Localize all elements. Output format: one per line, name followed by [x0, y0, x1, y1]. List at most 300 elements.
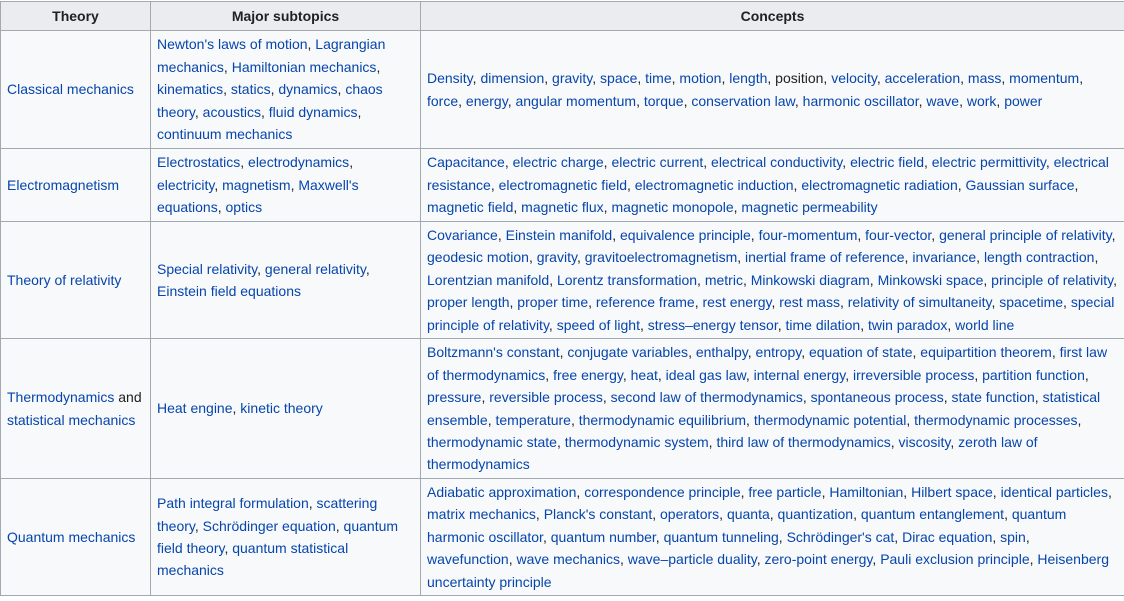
link-operators[interactable]: operators	[660, 506, 720, 523]
text-separator: ,	[918, 92, 927, 109]
text-separator: and	[114, 389, 142, 406]
text-separator: ,	[290, 176, 299, 193]
link-general-principle-of-relativity[interactable]: general principle of relativity	[939, 226, 1112, 243]
text-separator: ,	[869, 271, 878, 288]
text-separator: ,	[708, 433, 717, 450]
link-quantum-tunneling[interactable]: quantum tunneling	[663, 528, 779, 545]
text-separator: ,	[194, 517, 203, 534]
link-electromagnetism[interactable]: Electromagnetism	[7, 176, 120, 193]
link-velocity[interactable]: velocity	[831, 70, 877, 87]
link-enthalpy[interactable]: enthalpy	[695, 344, 748, 361]
link-space[interactable]: space	[600, 70, 638, 87]
link-schrodinger-equation[interactable]: Schrödinger equation	[202, 517, 336, 534]
link-gravitoelectromagnetism[interactable]: gravitoelectromagnetism	[584, 249, 738, 266]
table-row	[1, 222, 1124, 339]
link-minkowski-diagram[interactable]: Minkowski diagram	[750, 271, 870, 288]
link-motion[interactable]: motion	[679, 70, 722, 87]
theory-cell	[1, 479, 151, 596]
text-separator: ,	[1001, 70, 1010, 87]
text-separator: ,	[194, 103, 203, 120]
text-separator: ,	[778, 528, 787, 545]
link-path-integral-formulation[interactable]: Path integral formulation	[157, 495, 309, 512]
link-ideal-gas-law[interactable]: ideal gas law	[665, 366, 746, 383]
subtopics-cell	[151, 222, 421, 339]
link-adiabatic-approximation[interactable]: Adiabatic approximation	[427, 483, 577, 500]
link-acceleration[interactable]: acceleration	[884, 70, 961, 87]
text-separator: ,	[337, 81, 346, 98]
text-separator: ,	[508, 551, 517, 568]
text-separator: ,	[549, 271, 557, 288]
link-time[interactable]: time	[645, 70, 672, 87]
link-quantization[interactable]: quantization	[777, 506, 854, 523]
text-separator: ,	[983, 271, 992, 288]
link-internal-energy[interactable]: internal energy	[753, 366, 846, 383]
link-irreversible-process[interactable]: irreversible process	[852, 366, 975, 383]
text-separator: ,	[223, 81, 231, 98]
link-temperature[interactable]: temperature	[495, 411, 571, 428]
text-separator: ,	[545, 366, 554, 383]
link-mass[interactable]: mass	[967, 70, 1002, 87]
link-electric-permittivity[interactable]: electric permittivity	[931, 154, 1046, 171]
link-electrostatics[interactable]: Electrostatics	[157, 154, 241, 171]
text-separator: ,	[214, 176, 223, 193]
link-electric-charge[interactable]: electric charge	[512, 154, 604, 171]
link-chaos-theory[interactable]: chaos theory	[157, 81, 383, 120]
link-power[interactable]: power	[1004, 92, 1043, 109]
text-separator: ,	[481, 389, 490, 406]
physics-theories-table	[0, 1, 1124, 596]
text-separator: ,	[737, 249, 746, 266]
text-separator: ,	[602, 389, 611, 406]
link-quantum-field-theory[interactable]: quantum field theory	[157, 517, 399, 556]
link-heat-engine[interactable]: Heat engine	[157, 400, 233, 417]
link-proper-length[interactable]: proper length	[427, 294, 510, 311]
text-separator: ,	[750, 226, 759, 243]
text-separator: ,	[637, 70, 646, 87]
text-separator: ,	[719, 506, 727, 523]
text-separator: ,	[657, 366, 666, 383]
text-separator: ,	[1079, 70, 1084, 87]
text-separator: ,	[223, 58, 232, 75]
link-conservation-law[interactable]: conservation law	[691, 92, 795, 109]
link-electrodynamics[interactable]: electrodynamics	[248, 154, 350, 171]
link-spin[interactable]: spin	[1000, 528, 1026, 545]
link-kinetic-theory[interactable]: kinetic theory	[240, 400, 323, 417]
concepts-cell	[421, 339, 1124, 479]
link-electromagnetic-field[interactable]: electromagnetic field	[498, 176, 627, 193]
table-row	[1, 149, 1124, 222]
link-proper-time[interactable]: proper time	[517, 294, 589, 311]
text-separator: ,	[842, 154, 851, 171]
link-entropy[interactable]: entropy	[755, 344, 802, 361]
link-second-law-of-thermodynamics[interactable]: second law of thermodynamics	[610, 389, 803, 406]
link-dimension[interactable]: dimension	[480, 70, 545, 87]
link-quantum-harmonic-oscillator[interactable]: quantum harmonic oscillator	[427, 506, 1067, 545]
link-classical-mechanics[interactable]: Classical mechanics	[7, 81, 134, 98]
link-conjugate-variables[interactable]: conjugate variables	[567, 344, 689, 361]
link-relativity-of-simultaneity[interactable]: relativity of simultaneity	[847, 294, 992, 311]
text-separator: ,	[507, 92, 516, 109]
link-wave-particle-duality[interactable]: wave–particle duality	[627, 551, 757, 568]
text-separator: ,	[270, 81, 279, 98]
link-schrodinger-s-cat[interactable]: Schrödinger's cat	[786, 528, 895, 545]
link-hamiltonian[interactable]: Hamiltonian	[829, 483, 904, 500]
text-separator: ,	[603, 199, 612, 216]
link-special-principle-of-relativity[interactable]: special principle of relativity	[427, 294, 1115, 333]
link-fluid-dynamics[interactable]: fluid dynamics	[268, 103, 358, 120]
text-separator: ,	[548, 316, 557, 333]
link-dirac-equation[interactable]: Dirac equation	[902, 528, 993, 545]
link-statistical-ensemble[interactable]: statistical ensemble	[427, 389, 1101, 428]
text-separator: ,	[487, 411, 496, 428]
text-separator: ,	[853, 506, 861, 523]
link-four-vector[interactable]: four-vector	[865, 226, 932, 243]
text-separator: ,	[771, 294, 780, 311]
link-capacitance[interactable]: Capacitance	[427, 154, 505, 171]
text-separator: ,	[588, 294, 596, 311]
text-separator: ,	[894, 528, 903, 545]
header-theory: Theory	[1, 2, 151, 31]
link-thermodynamic-processes[interactable]: thermodynamic processes	[914, 411, 1078, 428]
text-separator: ,	[688, 344, 696, 361]
link-boltzmann-s-constant[interactable]: Boltzmann's constant	[427, 344, 560, 361]
link-quantum-entanglement[interactable]: quantum entanglement	[860, 506, 1005, 523]
text-separator: ,	[652, 506, 660, 523]
text-separator: ,	[592, 70, 601, 87]
text-separator: ,	[793, 176, 802, 193]
link-thermodynamic-system[interactable]: thermodynamic system	[564, 433, 709, 450]
text-separator: ,	[535, 506, 544, 523]
link-equipartition-theorem[interactable]: equipartition theorem	[920, 344, 1052, 361]
text-separator: ,	[622, 366, 631, 383]
text-separator: ,	[542, 528, 551, 545]
text-separator: ,	[694, 294, 703, 311]
text-separator: ,	[376, 58, 381, 75]
link-heisenberg-uncertainty-principle[interactable]: Heisenberg uncertainty principle	[427, 551, 1109, 590]
text-separator: ,	[559, 344, 568, 361]
link-harmonic-oscillator[interactable]: harmonic oscillator	[802, 92, 919, 109]
text-separator: ,	[906, 411, 915, 428]
text-separator: ,	[504, 154, 513, 171]
text-separator: ,	[839, 294, 848, 311]
text-separator: ,	[992, 483, 1001, 500]
link-hamiltonian-mechanics[interactable]: Hamiltonian mechanics	[231, 58, 377, 75]
text-separator: ,	[740, 483, 749, 500]
link-wave-mechanics[interactable]: wave mechanics	[516, 551, 620, 568]
text-separator: ,	[257, 260, 265, 277]
header-major-subtopics: Major subtopics	[151, 2, 421, 31]
link-rest-mass[interactable]: rest mass	[779, 294, 840, 311]
link-quantum-mechanics[interactable]: Quantum mechanics	[7, 528, 136, 545]
text-separator: ,	[240, 154, 249, 171]
link-thermodynamic-state[interactable]: thermodynamic state	[427, 433, 557, 450]
link-statics[interactable]: statics	[230, 81, 271, 98]
link-torque[interactable]: torque	[643, 92, 684, 109]
link-spontaneous-process[interactable]: spontaneous process	[810, 389, 944, 406]
text-separator: ,	[1077, 411, 1082, 428]
link-lorentzian-manifold[interactable]: Lorentzian manifold	[427, 271, 550, 288]
link-wavefunction[interactable]: wavefunction	[427, 551, 509, 568]
text-separator: ,	[703, 154, 712, 171]
text-separator: ,	[224, 540, 233, 556]
link-magnetic-monopole[interactable]: magnetic monopole	[611, 199, 734, 216]
link-force[interactable]: force	[427, 92, 459, 109]
link-spacetime[interactable]: spacetime	[999, 294, 1064, 311]
link-quanta[interactable]: quanta	[726, 506, 770, 523]
table-row	[1, 31, 1124, 149]
link-matrix-mechanics[interactable]: matrix mechanics	[427, 506, 536, 523]
link-length-contraction[interactable]: length contraction	[983, 249, 1095, 266]
link-free-energy[interactable]: free energy	[553, 366, 623, 383]
link-time-dilation[interactable]: time dilation	[785, 316, 861, 333]
link-electric-current[interactable]: electric current	[611, 154, 704, 171]
link-thermodynamic-equilibrium[interactable]: thermodynamic equilibrium	[578, 411, 747, 428]
link-einstein-field-equations[interactable]: Einstein field equations	[157, 283, 301, 299]
text-separator: ,	[655, 528, 664, 545]
link-free-particle[interactable]: free particle	[748, 483, 822, 500]
text-separator: ,	[1074, 176, 1079, 193]
text-separator: ,	[960, 70, 968, 87]
text-separator: ,	[1063, 294, 1071, 311]
concepts-cell	[421, 31, 1124, 149]
text-separator: ,	[458, 92, 466, 109]
link-length[interactable]: length	[729, 70, 768, 87]
theory-cell	[1, 222, 151, 339]
link-rest-energy[interactable]: rest energy	[702, 294, 772, 311]
text-separator: ,	[639, 316, 648, 333]
link-invariance[interactable]: invariance	[912, 249, 977, 266]
text-separator: ,	[308, 495, 317, 512]
text-separator: ,	[1045, 154, 1054, 171]
link-state-function[interactable]: state function	[951, 389, 1035, 406]
link-theory-of-relativity[interactable]: Theory of relativity	[7, 271, 122, 288]
link-zero-point-energy[interactable]: zero-point energy	[764, 551, 873, 568]
link-pressure[interactable]: pressure	[427, 389, 482, 406]
link-stress-energy-tensor[interactable]: stress–energy tensor	[647, 316, 778, 333]
link-work[interactable]: work	[966, 92, 997, 109]
link-twin-paradox[interactable]: twin paradox	[868, 316, 948, 333]
link-hilbert-space[interactable]: Hilbert space	[911, 483, 993, 500]
link-density[interactable]: Density	[427, 70, 473, 87]
text-separator: ,	[697, 271, 705, 288]
link-gravity[interactable]: gravity	[536, 249, 577, 266]
link-covariance[interactable]: Covariance	[427, 226, 498, 243]
link-third-law-of-thermodynamics[interactable]: third law of thermodynamics	[716, 433, 891, 450]
link-magnetic-permeability[interactable]: magnetic permeability	[741, 199, 878, 216]
text-separator: ,	[1029, 551, 1038, 568]
link-kinematics[interactable]: kinematics	[157, 81, 224, 98]
link-newton-s-laws-of-motion[interactable]: Newton's laws of motion	[157, 36, 308, 53]
concepts-cell	[421, 149, 1124, 222]
theory-cell	[1, 31, 151, 149]
link-special-relativity[interactable]: Special relativity	[157, 260, 258, 277]
link-lorentz-transformation[interactable]: Lorentz transformation	[556, 271, 698, 288]
link-optics[interactable]: optics	[225, 199, 263, 216]
link-maxwell-s-equations[interactable]: Maxwell's equations	[157, 176, 359, 216]
text-separator: ,	[1051, 344, 1060, 361]
link-principle-of-relativity[interactable]: principle of relativity	[991, 271, 1114, 288]
link-electricity[interactable]: electricity	[157, 176, 215, 193]
link-einstein-manifold[interactable]: Einstein manifold	[505, 226, 613, 243]
text-separator: ,	[528, 249, 537, 266]
text-separator: ,	[1034, 389, 1043, 406]
link-statistical-mechanics[interactable]: statistical mechanics	[7, 411, 136, 428]
link-gaussian-surface[interactable]: Gaussian surface	[965, 176, 1075, 193]
text-separator: ,	[957, 176, 966, 193]
text-separator: ,	[721, 70, 730, 87]
text-separator: ,	[570, 411, 579, 428]
text-separator: ,	[307, 36, 316, 53]
link-quantum-number[interactable]: quantum number	[550, 528, 656, 545]
link-inertial-frame-of-reference[interactable]: inertial frame of reference	[745, 249, 905, 266]
link-wave[interactable]: wave	[926, 92, 960, 109]
link-angular-momentum[interactable]: angular momentum	[515, 92, 637, 109]
text-separator: ,	[671, 70, 680, 87]
link-world-line[interactable]: world line	[955, 316, 1015, 333]
text-separator: ,	[349, 154, 354, 171]
text-separator: ,	[991, 294, 1000, 311]
text-separator: ,	[683, 92, 692, 109]
text-separator: ,	[544, 70, 553, 87]
text-separator: ,	[576, 483, 585, 500]
text-separator: ,	[923, 154, 932, 171]
link-thermodynamic-potential[interactable]: thermodynamic potential	[753, 411, 907, 428]
concepts-cell	[421, 222, 1124, 339]
text-separator: ,	[876, 70, 885, 87]
text-separator: ,	[1084, 366, 1089, 383]
text-separator: ,	[365, 260, 370, 277]
link-magnetism[interactable]: magnetism	[222, 176, 291, 193]
link-continuum-mechanics[interactable]: continuum mechanics	[157, 126, 293, 143]
text-separator: ,	[513, 199, 522, 216]
link-magnetic-field[interactable]: magnetic field	[427, 199, 514, 216]
link-heat[interactable]: heat	[630, 366, 658, 383]
link-scattering-theory[interactable]: scattering theory	[157, 495, 378, 534]
text-separator: ,	[974, 366, 983, 383]
link-gravity[interactable]: gravity	[552, 70, 593, 87]
link-reversible-process[interactable]: reversible process	[489, 389, 603, 406]
text-separator: ,	[490, 176, 499, 193]
link-first-law-of-thermodynamics[interactable]: first law of thermodynamics	[427, 344, 1108, 383]
link-energy[interactable]: energy	[465, 92, 508, 109]
text-separator: ,	[335, 517, 344, 534]
text-separator: ,	[890, 433, 899, 450]
text-separator: ,	[603, 154, 612, 171]
text-separator: ,	[733, 199, 742, 216]
link-dynamics[interactable]: dynamics	[278, 81, 338, 98]
text-separator: ,	[931, 226, 940, 243]
text-separator: ,	[261, 103, 269, 120]
text-separator: ,	[1094, 249, 1099, 266]
text-separator: , position,	[767, 70, 832, 87]
text-separator: ,	[857, 226, 866, 243]
link-metric[interactable]: metric	[704, 271, 743, 288]
text-separator: ,	[959, 92, 967, 109]
text-separator: ,	[794, 92, 803, 109]
text-separator: ,	[472, 70, 481, 87]
text-separator: ,	[556, 433, 565, 450]
link-thermodynamics[interactable]: Thermodynamics	[7, 389, 115, 406]
subtopics-cell	[151, 31, 421, 149]
text-separator: ,	[612, 226, 621, 243]
text-separator: ,	[509, 294, 518, 311]
link-acoustics[interactable]: acoustics	[202, 103, 262, 120]
link-zeroth-law-of-thermodynamics[interactable]: zeroth law of thermodynamics	[427, 433, 1038, 473]
theory-cell	[1, 149, 151, 222]
link-lagrangian-mechanics[interactable]: Lagrangian mechanics	[157, 36, 386, 75]
text-separator: ,	[872, 551, 881, 568]
link-planck-s-constant[interactable]: Planck's constant	[543, 506, 653, 523]
text-separator: ,	[627, 176, 635, 193]
text-separator: ,	[1113, 271, 1117, 288]
text-separator: ,	[1025, 528, 1030, 545]
text-separator: ,	[992, 528, 1001, 545]
text-separator: ,	[232, 400, 241, 417]
text-separator: ,	[497, 226, 506, 243]
text-separator: ,	[947, 316, 956, 333]
text-separator: ,	[620, 551, 628, 568]
text-separator: ,	[357, 103, 362, 120]
link-partition-function[interactable]: partition function	[982, 366, 1085, 383]
text-separator: ,	[746, 411, 754, 428]
text-separator: ,	[217, 199, 226, 216]
text-separator: ,	[1004, 506, 1012, 523]
text-separator: ,	[802, 389, 811, 406]
subtopics-cell	[151, 479, 421, 596]
text-separator: ,	[943, 389, 952, 406]
link-correspondence-principle[interactable]: correspondence principle	[584, 483, 741, 500]
text-separator: ,	[950, 433, 959, 450]
link-magnetic-flux[interactable]: magnetic flux	[521, 199, 604, 216]
header-row	[1, 2, 1124, 31]
link-geodesic-motion[interactable]: geodesic motion	[427, 249, 529, 266]
table-row	[1, 479, 1124, 596]
link-viscosity[interactable]: viscosity	[898, 433, 951, 450]
link-electrical-resistance[interactable]: electrical resistance	[427, 154, 1109, 193]
text-separator: ,	[769, 506, 778, 523]
link-electromagnetic-radiation[interactable]: electromagnetic radiation	[801, 176, 958, 193]
link-quantum-statistical-mechanics[interactable]: quantum statistical mechanics	[157, 540, 349, 579]
text-separator: ,	[747, 344, 756, 361]
text-separator: ,	[996, 92, 1005, 109]
text-separator: ,	[742, 271, 751, 288]
link-equivalence-principle[interactable]: equivalence principle	[620, 226, 751, 243]
link-pauli-exclusion-principle[interactable]: Pauli exclusion principle	[880, 551, 1030, 568]
text-separator: ,	[756, 551, 765, 568]
link-speed-of-light[interactable]: speed of light	[556, 316, 640, 333]
link-electrical-conductivity[interactable]: electrical conductivity	[711, 154, 843, 171]
table-row	[1, 339, 1124, 479]
text-separator: ,	[860, 316, 868, 333]
link-electromagnetic-induction[interactable]: electromagnetic induction	[634, 176, 794, 193]
text-separator: ,	[636, 92, 644, 109]
text-separator: ,	[845, 366, 853, 383]
link-electric-field[interactable]: electric field	[850, 154, 924, 171]
text-separator: ,	[1111, 226, 1116, 243]
link-minkowski-space[interactable]: Minkowski space	[877, 271, 984, 288]
link-identical-particles[interactable]: identical particles	[1000, 483, 1108, 500]
link-four-momentum[interactable]: four-momentum	[758, 226, 858, 243]
text-separator: ,	[745, 366, 754, 383]
header-concepts: Concepts	[421, 2, 1124, 31]
link-momentum[interactable]: momentum	[1009, 70, 1080, 87]
subtopics-cell	[151, 149, 421, 222]
text-separator: ,	[903, 483, 912, 500]
link-equation-of-state[interactable]: equation of state	[808, 344, 913, 361]
text-separator: ,	[1107, 483, 1112, 500]
link-reference-frame[interactable]: reference frame	[595, 294, 695, 311]
link-general-relativity[interactable]: general relativity	[264, 260, 366, 277]
